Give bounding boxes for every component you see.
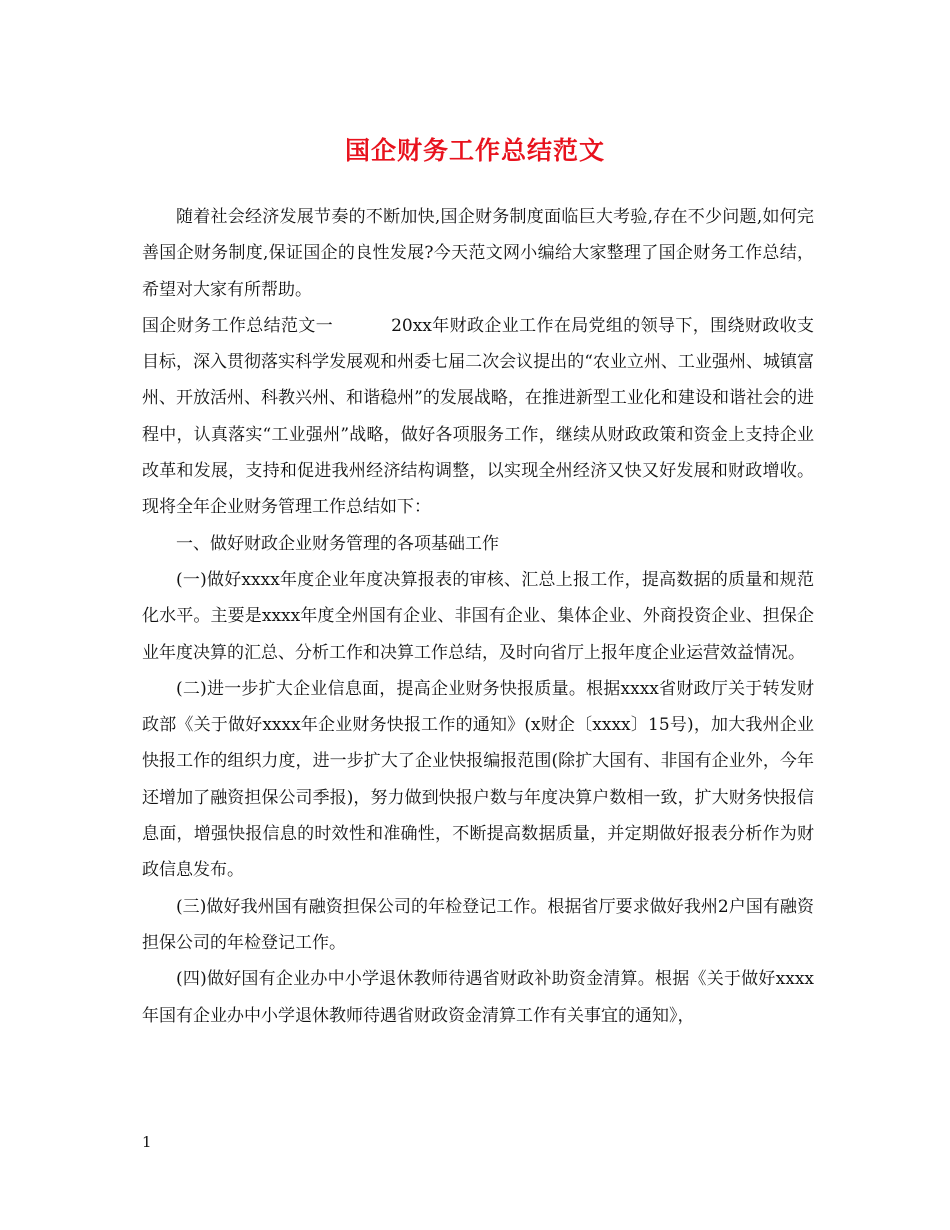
intro-paragraph: 随着社会经济发展节奏的不断加快,国企财务制度面临巨大考验,存在不少问题,如何完善国企财务制度,保证国企的良性发展?今天范文网小编给大家整理了国企财务工作总结，希望对大家有所帮助。	[142, 207, 814, 300]
document-title: 国企财务工作总结范文	[344, 136, 605, 165]
sample-paragraph	[142, 308, 814, 526]
item-paragraph-1: (一)做好xxxx年度企业年度决算报表的审核、汇总上报工作，提高数据的质量和规范化水平。主要是xxxx年度全州国有企业、非国有企业、集体企业、外商投资企业、担保企业年度决算的汇总、分析工作和决算工作总结，及时向省厅上报年度企业运营效益情况。	[142, 569, 814, 663]
document-body	[142, 199, 814, 1034]
page-number: 1	[142, 1133, 152, 1151]
item-paragraph-3: (三)做好我州国有融资担保公司的年检登记工作。根据省厅要求做好我州2户国有融资担保公司的年检登记工作。	[142, 896, 814, 953]
item-paragraph-2: (二)进一步扩大企业信息面，提高企业财务快报质量。根据xxxx省财政厅关于转发财政部《关于做好xxxx年企业财务快报工作的通知》(x财企〔xxxx〕15号)，加大我州企业快报工作的组织力度，进一步扩大了企业快报编报范围(除扩大国有、非国有企业外，今年还增加了融资担保公司季报)，努力做到快报户数与年度决算户数相一致，扩大财务快报信息面，增强快报信息的时效性和准确性，不断提高数据质量，并定期做好报表分析作为财政信息发布。	[142, 678, 814, 881]
item-paragraph-4: (四)做好国有企业办中小学退休教师待遇省财政补助资金清算。根据《关于做好xxxx年国有企业办中小学退休教师待遇省财政资金清算工作有关事宜的通知》，	[142, 969, 814, 1026]
section-heading-1: 一、做好财政企业财务管理的各项基础工作	[176, 533, 499, 554]
sample-lead-text: 20xx年财政企业工作在局党组的领导下，围绕财政收支目标，深入贯彻落实科学发展观和州委七届二次会议提出的“农业立州、工业强州、城镇富州、开放活州、科教兴州、和谐稳州”的发展战略，在推进新型工业化和建设和谐社会的进程中，认真落实“工业强州”战略，做好各项服务工作，继续从财政政策和资金上支持企业改革和发展，支持和促进我州经济结构调整，以实现全州经济又快又好发展和财政增收。现将全年企业财务管理工作总结如下：	[142, 315, 814, 518]
sample-heading: 国企财务工作总结范文一	[142, 315, 334, 336]
